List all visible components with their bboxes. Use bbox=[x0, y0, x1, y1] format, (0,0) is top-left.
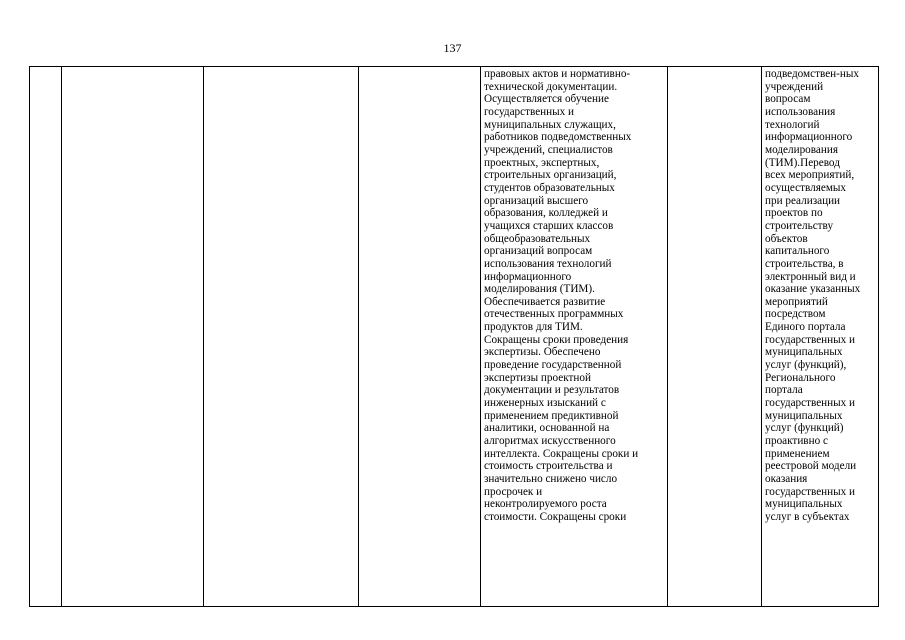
text-line: инженерных изысканий с bbox=[484, 397, 606, 410]
table-cell-col-5 bbox=[481, 67, 668, 607]
text-line: алгоритмах искусственного bbox=[484, 435, 616, 448]
text-line: услуг (функций), bbox=[765, 359, 847, 372]
text-line: интеллекта. Сокращены сроки и bbox=[484, 447, 639, 460]
text-line: применением bbox=[765, 447, 830, 460]
text-line: проактивно с bbox=[765, 435, 828, 448]
text-line: экспертизы. Обеспечено bbox=[484, 346, 601, 359]
text-line: документации и результатов bbox=[484, 384, 620, 397]
text-line: всех мероприятий, bbox=[765, 169, 855, 182]
text-line: при реализации bbox=[765, 194, 841, 207]
text-line: государственных и bbox=[765, 485, 856, 498]
table-row bbox=[30, 67, 879, 607]
text-line: государственных и bbox=[765, 333, 856, 346]
text-line: общеобразовательных bbox=[484, 232, 591, 245]
text-line: информационного bbox=[765, 131, 853, 144]
text-line: Регионального bbox=[765, 371, 836, 384]
text-line: аналитики, основанной на bbox=[484, 422, 610, 435]
text-line: стоимости. Сокращены сроки bbox=[484, 510, 627, 523]
table-cell-col-3 bbox=[204, 67, 359, 607]
text-line: неконтролируемого роста bbox=[484, 498, 607, 511]
text-line: подведомствен-ных bbox=[765, 68, 859, 80]
text-line: мероприятий bbox=[765, 295, 828, 308]
text-line: стоимость строительства и bbox=[484, 460, 613, 473]
text-line: реестровой модели bbox=[765, 460, 857, 473]
text-line: услуг (функций) bbox=[765, 422, 844, 435]
table-cell-col-1 bbox=[30, 67, 62, 607]
text-line: вопросам bbox=[765, 93, 811, 106]
text-line: осуществляемых bbox=[765, 181, 847, 194]
text-line: (ТИМ).Перевод bbox=[765, 156, 840, 169]
text-line: учащихся старших классов bbox=[484, 219, 614, 232]
text-line: электронный вид и bbox=[765, 270, 856, 283]
text-line: Сокращены сроки проведения bbox=[484, 333, 629, 346]
text-line: экспертизы проектной bbox=[484, 371, 591, 384]
text-line: оказания bbox=[765, 473, 808, 485]
text-line: оказание указанных bbox=[765, 283, 861, 296]
text-line: образования, колледжей и bbox=[484, 207, 608, 220]
text-line: работников подведомственных bbox=[484, 131, 632, 144]
text-line: организаций высшего bbox=[484, 194, 589, 207]
text-line: проектных, экспертных, bbox=[484, 156, 600, 169]
text-line: портала bbox=[765, 384, 803, 397]
text-line: проведение государственной bbox=[484, 359, 622, 372]
text-line: строительства, в bbox=[765, 257, 844, 270]
table-cell-col-2 bbox=[62, 67, 204, 607]
text-line: студентов образовательных bbox=[484, 181, 615, 194]
text-line: учреждений, специалистов bbox=[484, 143, 613, 156]
text-line: использования bbox=[765, 105, 836, 118]
text-line: объектов bbox=[765, 232, 808, 245]
document-table bbox=[29, 66, 879, 607]
text-line: технологий bbox=[765, 118, 820, 131]
text-line: муниципальных bbox=[765, 346, 843, 359]
text-line: учреждений bbox=[765, 80, 824, 93]
text-line: строительных организаций, bbox=[484, 169, 617, 182]
page-number: 137 bbox=[443, 41, 462, 55]
text-line: проектов по bbox=[765, 207, 823, 220]
text-line: муниципальных bbox=[765, 498, 843, 511]
text-line: технической документации. bbox=[484, 80, 618, 93]
text-line: информационного bbox=[484, 270, 572, 283]
text-line: капитального bbox=[765, 245, 830, 258]
text-line: посредством bbox=[765, 308, 826, 321]
text-line: услуг в субъектах bbox=[765, 510, 850, 523]
text-line: государственных и bbox=[484, 105, 575, 118]
text-line: использования технологий bbox=[484, 257, 612, 270]
text-line: муниципальных служащих, bbox=[484, 118, 616, 131]
text-line: организаций вопросам bbox=[484, 245, 593, 258]
table-cell-col-6 bbox=[668, 67, 762, 607]
text-line: Осуществляется обучение bbox=[484, 93, 609, 106]
text-line: моделирования (ТИМ). bbox=[484, 283, 595, 296]
text-line: применением предиктивной bbox=[484, 409, 619, 422]
text-line: муниципальных bbox=[765, 409, 843, 422]
text-line: просрочек и bbox=[484, 485, 543, 498]
text-line: продуктов для ТИМ. bbox=[484, 321, 583, 334]
text-line: правовых актов и нормативно- bbox=[484, 68, 631, 80]
text-line: строительству bbox=[765, 219, 834, 232]
table-cell-col-7 bbox=[762, 67, 879, 607]
text-line: значительно снижено число bbox=[484, 473, 618, 485]
text-line: моделирования bbox=[765, 143, 838, 156]
text-line: отечественных программных bbox=[484, 308, 624, 321]
text-line: Единого портала bbox=[765, 321, 846, 334]
table-cell-col-4 bbox=[359, 67, 481, 607]
text-line: государственных и bbox=[765, 397, 856, 410]
text-line: Обеспечивается развитие bbox=[484, 295, 606, 308]
